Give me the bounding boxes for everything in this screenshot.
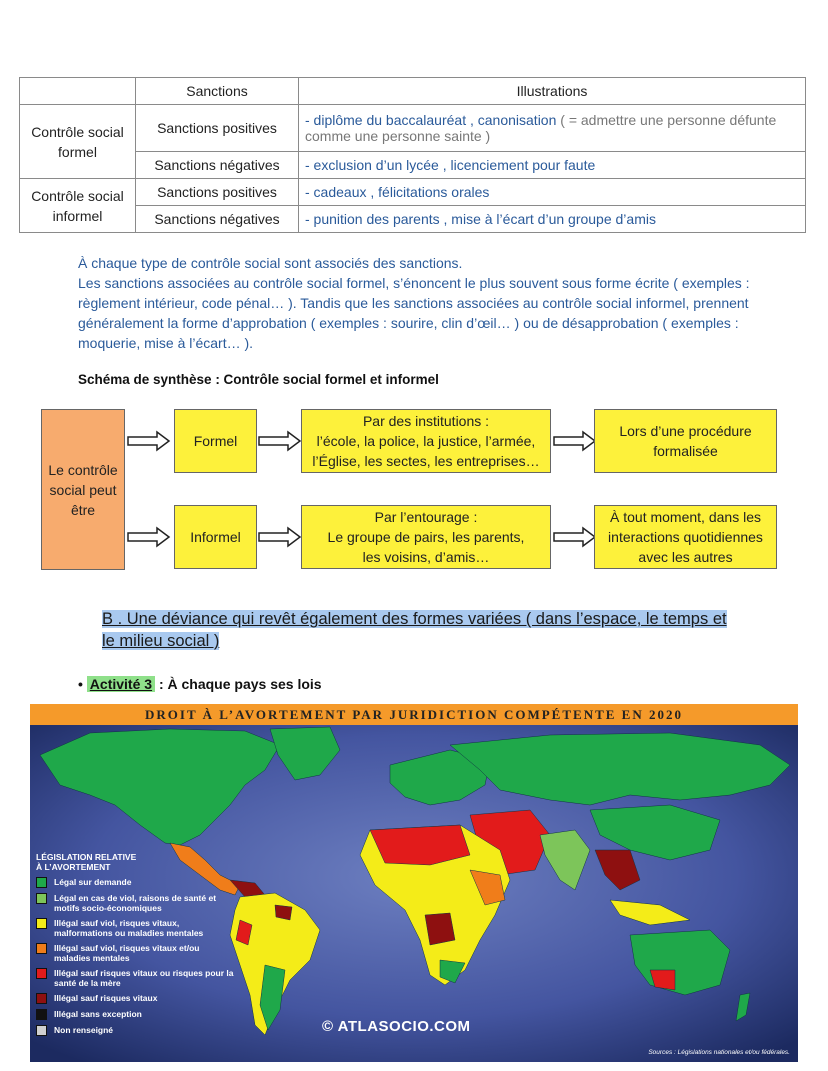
activity-line — [78, 676, 322, 692]
table-row — [20, 206, 806, 233]
table-row — [20, 152, 806, 179]
legend-item — [36, 943, 236, 963]
illustration-cell: - cadeaux , félicitations orales — [299, 179, 806, 206]
legend-swatch — [36, 918, 47, 929]
legend-label: Illégal sans exception — [54, 1009, 142, 1019]
arrow-icon — [127, 430, 171, 452]
legend-item — [36, 1009, 236, 1020]
informel-box — [174, 505, 257, 569]
sanction-cell: Sanctions positives — [136, 105, 299, 152]
legend-swatch — [36, 1025, 47, 1036]
sanctions-paragraph — [78, 253, 758, 353]
sanction-cell: Sanctions positives — [136, 179, 299, 206]
legend-label: Illégal sauf viol, risques vitaux, malformations ou maladies mentales — [54, 918, 204, 938]
informel-when-text: À tout moment, dans les interactions quotidiennes avec les autres — [608, 509, 763, 565]
map-title: DROIT À L’AVORTEMENT PAR JURIDICTION COMPÉTENTE EN 2020 — [30, 704, 798, 725]
informel-how-text: Le groupe de pairs, les parents, les voisins, d’amis… — [327, 529, 525, 565]
formel-how-box — [301, 409, 551, 473]
legend-swatch — [36, 893, 47, 904]
legend-label: Légal sur demande — [54, 877, 132, 887]
legend-item — [36, 918, 236, 938]
table-row — [20, 105, 806, 152]
formel-when-text: Lors d’une procédure formalisée — [619, 423, 752, 459]
sanctions-table — [19, 77, 806, 233]
legend-swatch — [36, 877, 47, 888]
informel-label: Informel — [190, 529, 241, 545]
arrow-icon — [553, 526, 597, 548]
row-label-formel: Contrôle social formel — [20, 105, 136, 179]
illustration-cell: - exclusion d’un lycée , licenciement pour faute — [299, 152, 806, 179]
table-row — [20, 179, 806, 206]
abortion-map — [30, 704, 798, 1062]
legend-label: Illégal sauf risques vitaux ou risques pour la santé de la mère — [54, 968, 234, 988]
legend-item — [36, 877, 236, 888]
sanction-cell: Sanctions négatives — [136, 152, 299, 179]
formel-box — [174, 409, 257, 473]
arrow-icon — [127, 526, 171, 548]
paragraph-line-2: Les sanctions associées au contrôle social formel, s’énoncent le plus souvent sous forme écrite ( exemples : règlement intérieur, code pénal… ). Tandis que les sanctions associées au contrôle social informel, prennent généralement la forme d’approbation ( exemples : sourire, clin d’œil… ) ou de désapprobation ( exemples : moquerie, mise à l’écart… ). — [78, 275, 750, 351]
illustration-text: - diplôme du baccalauréat , canonisation — [305, 112, 557, 128]
arrow-icon — [258, 430, 302, 452]
activity-label: Activité 3 — [87, 676, 155, 692]
table-header-empty — [20, 78, 136, 105]
section-b-heading — [102, 608, 738, 652]
arrow-icon — [553, 430, 597, 452]
legend-item — [36, 968, 236, 988]
illustration-cell — [299, 105, 806, 152]
paragraph-line-1: À chaque type de contrôle social sont associés des sanctions. — [78, 255, 463, 271]
legend-item — [36, 893, 236, 913]
section-b-text: B . Une déviance qui revêt également des formes variées ( dans l’espace, le temps et le milieu social ) — [102, 610, 727, 650]
informel-when-box — [594, 505, 777, 569]
legend-label: Non renseigné — [54, 1025, 114, 1035]
legend-label: Légal en cas de viol, raisons de santé et motifs socio-économiques — [54, 893, 217, 913]
formel-label: Formel — [193, 433, 238, 449]
map-sources: Sources : Législations nationales et/ou fédérales. — [648, 1049, 790, 1056]
legend-swatch — [36, 993, 47, 1004]
table-header-row — [20, 78, 806, 105]
informel-how-title: Par l’entourage : — [374, 509, 478, 525]
illustration-cell: - punition des parents , mise à l’écart d’un groupe d’amis — [299, 206, 806, 233]
legend-swatch — [36, 968, 47, 979]
map-credit: © ATLASOCIO.COM — [322, 1018, 471, 1035]
formel-how-text: l’école, la police, la justice, l’armée, l’Église, les sectes, les entreprises… — [312, 433, 540, 469]
legend-item — [36, 1025, 236, 1036]
table-header-illustrations: Illustrations — [299, 78, 806, 105]
root-box — [41, 409, 125, 570]
legend-swatch — [36, 1009, 47, 1020]
legend-title-line-1: LÉGISLATION RELATIVE — [36, 852, 137, 862]
legend-item — [36, 993, 236, 1004]
legend-label: Illégal sauf viol, risques vitaux et/ou maladies mentales — [54, 943, 200, 963]
legend-label: Illégal sauf risques vitaux — [54, 993, 158, 1003]
bullet: • — [78, 676, 83, 692]
legend-swatch — [36, 943, 47, 954]
table-header-sanctions: Sanctions — [136, 78, 299, 105]
formel-when-box — [594, 409, 777, 473]
arrow-icon — [258, 526, 302, 548]
legend-title-line-2: À L’AVORTEMENT — [36, 862, 111, 872]
sanction-cell: Sanctions négatives — [136, 206, 299, 233]
formel-how-title: Par des institutions : — [362, 413, 490, 429]
illustration-note: ( = admettre une personne défunte comme une personne sainte ) — [305, 112, 777, 144]
legend-title — [36, 852, 236, 872]
row-label-informel: Contrôle social informel — [20, 179, 136, 233]
root-box-label: Le contrôle social peut être — [48, 461, 118, 518]
map-legend — [36, 852, 236, 1041]
activity-title: : À chaque pays ses lois — [158, 676, 322, 692]
schema-title: Schéma de synthèse : Contrôle social formel et informel — [78, 372, 439, 387]
informel-how-box — [301, 505, 551, 569]
